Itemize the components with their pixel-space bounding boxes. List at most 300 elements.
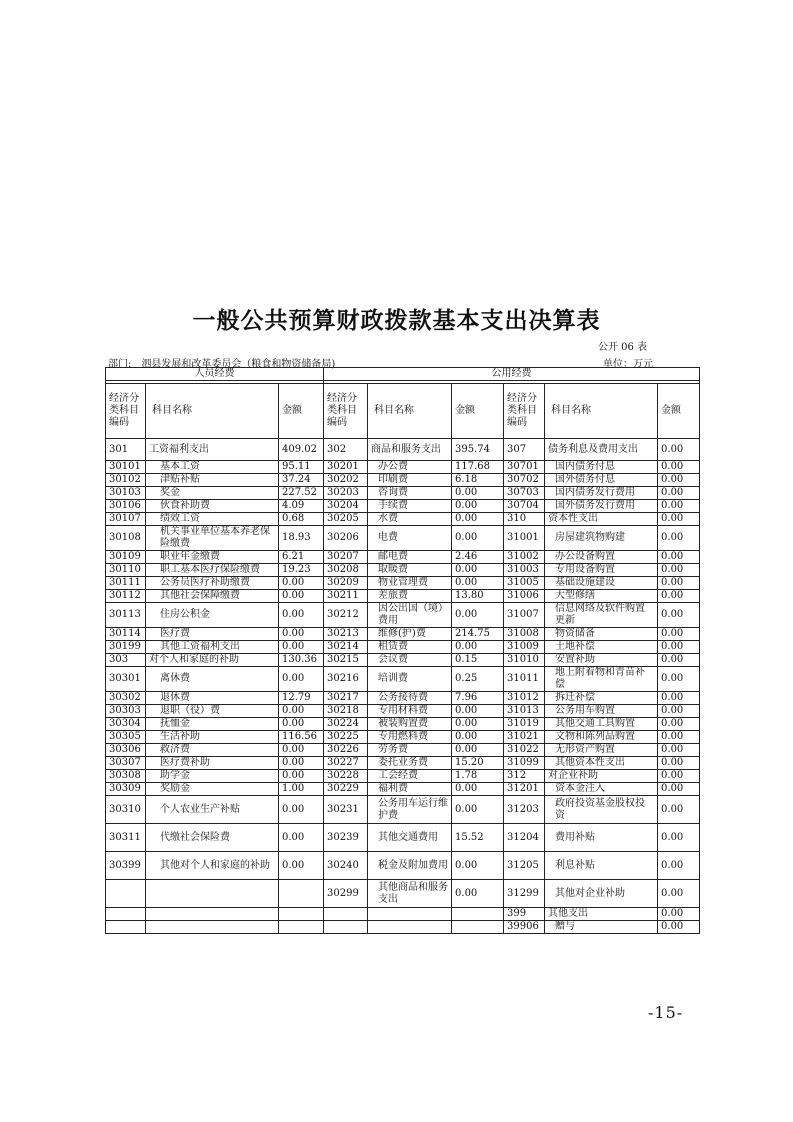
table-row: [106, 667, 700, 692]
item-name-cell: 其他支出: [545, 908, 658, 921]
code-cell: [106, 921, 146, 934]
table-row: [106, 880, 700, 908]
item-name-cell: 政府投资基金股权投资: [545, 796, 658, 824]
item-name-cell: 奖金: [146, 487, 279, 500]
amount-cell: 4.09: [279, 500, 324, 513]
column-header-row: [106, 384, 700, 439]
amount-cell: 1.00: [279, 783, 324, 796]
page-title: 一般公共预算财政拨款基本支出决算表: [192, 308, 601, 334]
amount-cell: 0.00: [452, 731, 504, 744]
code-cell: 31011: [504, 667, 545, 692]
code-cell: 31022: [504, 744, 545, 757]
code-cell: 30108: [106, 526, 146, 551]
item-name-cell: 对个人和家庭的补助: [146, 654, 279, 667]
amount-cell: 0.00: [279, 667, 324, 692]
amount-cell: 0.00: [658, 731, 700, 744]
item-name-cell: 对企业补助: [545, 770, 658, 783]
code-cell: 31005: [504, 577, 545, 590]
amount-cell: 0.00: [279, 603, 324, 628]
item-name-cell: 公务用车运行维护费: [368, 796, 452, 824]
amount-cell: 0.00: [658, 783, 700, 796]
amount-cell: 6.18: [452, 474, 504, 487]
table-row: [106, 654, 700, 667]
code-cell: 31007: [504, 603, 545, 628]
amount-cell: 409.02: [279, 439, 324, 461]
item-name-cell: 土地补偿: [545, 641, 658, 654]
code-header: 经济分类科目编码: [504, 384, 545, 439]
item-name-cell: [368, 908, 452, 921]
item-name-cell: 邮电费: [368, 551, 452, 564]
code-cell: 30239: [324, 824, 368, 852]
public-group-header: 公用经费: [324, 368, 700, 381]
code-cell: 30216: [324, 667, 368, 692]
code-cell: 31013: [504, 705, 545, 718]
item-name-cell: 国外债务发行费用: [545, 500, 658, 513]
amount-cell: [279, 880, 324, 908]
amount-cell: 0.00: [658, 439, 700, 461]
table-row: [106, 705, 700, 718]
table-row: [106, 731, 700, 744]
amount-cell: 0.00: [279, 757, 324, 770]
item-name-cell: 奖励金: [146, 783, 279, 796]
item-name-cell: 物业管理费: [368, 577, 452, 590]
table-row: [106, 921, 700, 934]
code-cell: 30199: [106, 641, 146, 654]
code-cell: 30703: [504, 487, 545, 500]
item-name-cell: 公务接待费: [368, 692, 452, 705]
code-cell: 30213: [324, 628, 368, 641]
item-name-cell: 赠与: [545, 921, 658, 934]
code-cell: 30205: [324, 513, 368, 526]
amount-cell: 2.46: [452, 551, 504, 564]
item-name-cell: 国内债务付息: [545, 461, 658, 474]
table-row: [106, 824, 700, 852]
item-name-cell: 津贴补贴: [146, 474, 279, 487]
amount-cell: 0.00: [658, 628, 700, 641]
amount-cell: 0.00: [658, 796, 700, 824]
expenditure-table: [105, 367, 700, 934]
item-name-cell: 其他资本性支出: [545, 757, 658, 770]
code-cell: 30701: [504, 461, 545, 474]
amount-cell: 0.00: [658, 921, 700, 934]
code-cell: 399: [504, 908, 545, 921]
item-name-cell: 助学金: [146, 770, 279, 783]
item-name-cell: 专用设备购置: [545, 564, 658, 577]
amount-cell: 0.00: [279, 852, 324, 880]
item-name-cell: 退休费: [146, 692, 279, 705]
item-name-cell: 安置补助: [545, 654, 658, 667]
table-row: [106, 513, 700, 526]
name-header: 科目名称: [146, 384, 279, 439]
code-cell: 310: [504, 513, 545, 526]
code-cell: 30102: [106, 474, 146, 487]
amount-cell: 0.00: [658, 564, 700, 577]
table-row: [106, 744, 700, 757]
table-row: [106, 487, 700, 500]
item-name-cell: 代缴社会保险费: [146, 824, 279, 852]
unit-label: 单位：万元: [603, 359, 653, 370]
group-header-row: [106, 368, 700, 381]
item-name-cell: 被装购置费: [368, 718, 452, 731]
amount-cell: 0.00: [452, 577, 504, 590]
table-row: [106, 783, 700, 796]
table-row: [106, 500, 700, 513]
code-header: 经济分类科目编码: [106, 384, 146, 439]
code-cell: 30309: [106, 783, 146, 796]
amount-cell: 0.00: [658, 603, 700, 628]
code-cell: 30103: [106, 487, 146, 500]
code-cell: 30107: [106, 513, 146, 526]
item-name-cell: 租赁费: [368, 641, 452, 654]
amount-cell: 0.00: [658, 908, 700, 921]
item-name-cell: 住房公积金: [146, 603, 279, 628]
item-name-cell: 劳务费: [368, 744, 452, 757]
code-cell: 30215: [324, 654, 368, 667]
code-cell: 31201: [504, 783, 545, 796]
item-name-cell: 培训费: [368, 667, 452, 692]
code-cell: 30299: [324, 880, 368, 908]
item-name-cell: 费用补贴: [545, 824, 658, 852]
amount-cell: 0.00: [658, 461, 700, 474]
code-cell: 30224: [324, 718, 368, 731]
code-cell: 30310: [106, 796, 146, 824]
item-name-cell: 利息补贴: [545, 852, 658, 880]
code-cell: 31006: [504, 590, 545, 603]
code-cell: 30206: [324, 526, 368, 551]
amount-cell: 0.00: [658, 824, 700, 852]
amount-cell: [452, 908, 504, 921]
item-name-cell: 水费: [368, 513, 452, 526]
amount-cell: 12.79: [279, 692, 324, 705]
code-cell: 30307: [106, 757, 146, 770]
item-name-cell: 大型修缮: [545, 590, 658, 603]
item-name-cell: 因公出国（境）费用: [368, 603, 452, 628]
code-cell: 30304: [106, 718, 146, 731]
code-cell: 31203: [504, 796, 545, 824]
amount-cell: 0.25: [452, 667, 504, 692]
code-cell: [106, 908, 146, 921]
code-cell: [324, 908, 368, 921]
amount-cell: 0.00: [279, 641, 324, 654]
amount-cell: 18.93: [279, 526, 324, 551]
amount-header: 金额: [452, 384, 504, 439]
code-cell: 30704: [504, 500, 545, 513]
amount-cell: 0.00: [658, 590, 700, 603]
item-name-cell: 债务利息及费用支出: [545, 439, 658, 461]
amount-cell: 0.00: [452, 718, 504, 731]
item-name-cell: 职工基本医疗保险缴费: [146, 564, 279, 577]
item-name-cell: 其他对企业补助: [545, 880, 658, 908]
item-name-cell: 其他交通费用: [368, 824, 452, 852]
amount-cell: 130.36: [279, 654, 324, 667]
item-name-cell: [146, 908, 279, 921]
code-cell: 30202: [324, 474, 368, 487]
item-name-cell: 税金及附加费用: [368, 852, 452, 880]
item-name-cell: 无形资产购置: [545, 744, 658, 757]
item-name-cell: 专用燃料费: [368, 731, 452, 744]
item-name-cell: 文物和陈列品购置: [545, 731, 658, 744]
item-name-cell: 电费: [368, 526, 452, 551]
amount-cell: 0.00: [452, 783, 504, 796]
code-cell: 30225: [324, 731, 368, 744]
amount-cell: 0.00: [279, 628, 324, 641]
amount-header: 金额: [279, 384, 324, 439]
item-name-cell: 退职（役）费: [146, 705, 279, 718]
code-cell: 30308: [106, 770, 146, 783]
amount-cell: 7.96: [452, 692, 504, 705]
amount-cell: 37.24: [279, 474, 324, 487]
amount-cell: 0.00: [279, 796, 324, 824]
amount-cell: 214.75: [452, 628, 504, 641]
amount-cell: 0.00: [452, 880, 504, 908]
table-row: [106, 461, 700, 474]
amount-cell: 227.52: [279, 487, 324, 500]
code-cell: 30306: [106, 744, 146, 757]
table-row: [106, 564, 700, 577]
amount-cell: 0.68: [279, 513, 324, 526]
code-cell: 30212: [324, 603, 368, 628]
table-row: [106, 474, 700, 487]
amount-cell: 0.00: [452, 487, 504, 500]
item-name-cell: 委托业务费: [368, 757, 452, 770]
code-cell: 30112: [106, 590, 146, 603]
item-name-cell: 工资福利支出: [146, 439, 279, 461]
code-cell: 39906: [504, 921, 545, 934]
amount-cell: 0.00: [658, 718, 700, 731]
amount-cell: 0.00: [658, 757, 700, 770]
item-name-cell: 信息网络及软件购置更新: [545, 603, 658, 628]
amount-cell: 0.00: [279, 770, 324, 783]
amount-cell: 0.00: [279, 590, 324, 603]
code-cell: 30226: [324, 744, 368, 757]
code-cell: 30301: [106, 667, 146, 692]
code-cell: 30109: [106, 551, 146, 564]
amount-cell: 95.11: [279, 461, 324, 474]
item-name-cell: 绩效工资: [146, 513, 279, 526]
code-cell: 31012: [504, 692, 545, 705]
code-cell: 30240: [324, 852, 368, 880]
item-name-cell: 抚恤金: [146, 718, 279, 731]
item-name-cell: 其他商品和服务支出: [368, 880, 452, 908]
code-cell: 30209: [324, 577, 368, 590]
amount-cell: 0.00: [452, 705, 504, 718]
item-name-cell: 印刷费: [368, 474, 452, 487]
item-name-cell: 会议费: [368, 654, 452, 667]
table-row: [106, 628, 700, 641]
code-cell: 31002: [504, 551, 545, 564]
item-name-cell: 办公费: [368, 461, 452, 474]
code-cell: 31019: [504, 718, 545, 731]
amount-cell: 0.00: [279, 705, 324, 718]
item-name-cell: 资本性支出: [545, 513, 658, 526]
amount-cell: 0.00: [658, 500, 700, 513]
item-name-cell: 基础设施建设: [545, 577, 658, 590]
code-cell: [106, 880, 146, 908]
amount-cell: 0.00: [452, 500, 504, 513]
item-name-cell: 公务用车购置: [545, 705, 658, 718]
item-name-cell: 商品和服务支出: [368, 439, 452, 461]
item-name-cell: 差旅费: [368, 590, 452, 603]
amount-cell: 0.00: [658, 551, 700, 564]
amount-cell: 0.00: [452, 744, 504, 757]
amount-cell: 0.00: [658, 526, 700, 551]
item-name-cell: [146, 921, 279, 934]
item-name-cell: 国外债务付息: [545, 474, 658, 487]
amount-cell: 0.00: [658, 513, 700, 526]
code-cell: 30211: [324, 590, 368, 603]
code-cell: 30106: [106, 500, 146, 513]
table-row: [106, 692, 700, 705]
code-cell: 30228: [324, 770, 368, 783]
item-name-cell: 公务员医疗补助缴费: [146, 577, 279, 590]
amount-header: 金额: [658, 384, 700, 439]
code-cell: 30217: [324, 692, 368, 705]
amount-cell: 0.00: [658, 474, 700, 487]
amount-cell: 0.00: [658, 744, 700, 757]
code-cell: 302: [324, 439, 368, 461]
amount-cell: 0.00: [658, 770, 700, 783]
amount-cell: 0.00: [658, 487, 700, 500]
code-cell: 31021: [504, 731, 545, 744]
item-name-cell: 手续费: [368, 500, 452, 513]
amount-cell: 395.74: [452, 439, 504, 461]
code-cell: 30113: [106, 603, 146, 628]
item-name-cell: 咨询费: [368, 487, 452, 500]
item-name-cell: 福利费: [368, 783, 452, 796]
amount-cell: 1.78: [452, 770, 504, 783]
name-header: 科目名称: [545, 384, 658, 439]
code-cell: 30218: [324, 705, 368, 718]
table-row: [106, 603, 700, 628]
code-cell: 31010: [504, 654, 545, 667]
amount-cell: 0.00: [658, 880, 700, 908]
item-name-cell: 房屋建筑物购建: [545, 526, 658, 551]
amount-cell: 0.00: [452, 796, 504, 824]
code-cell: 30702: [504, 474, 545, 487]
item-name-cell: 其他工资福利支出: [146, 641, 279, 654]
amount-cell: [279, 921, 324, 934]
item-name-cell: 救济费: [146, 744, 279, 757]
item-name-cell: 国内债务发行费用: [545, 487, 658, 500]
code-cell: [324, 921, 368, 934]
code-cell: 312: [504, 770, 545, 783]
table-row: [106, 439, 700, 461]
amount-cell: 0.00: [279, 744, 324, 757]
department-name: 泗县发展和改革委员会（粮食和物资储备局): [141, 359, 336, 370]
table-row: [106, 757, 700, 770]
amount-cell: [452, 921, 504, 934]
code-cell: 30305: [106, 731, 146, 744]
code-cell: 30201: [324, 461, 368, 474]
item-name-cell: 职业年金缴费: [146, 551, 279, 564]
amount-cell: 0.00: [658, 705, 700, 718]
table-row: [106, 770, 700, 783]
code-cell: 30227: [324, 757, 368, 770]
personnel-group-header: 人员经费: [106, 368, 324, 381]
amount-cell: 19.23: [279, 564, 324, 577]
amount-cell: 0.00: [658, 654, 700, 667]
amount-cell: 0.00: [658, 852, 700, 880]
code-cell: 31204: [504, 824, 545, 852]
amount-cell: 15.20: [452, 757, 504, 770]
code-cell: 31008: [504, 628, 545, 641]
code-cell: 30204: [324, 500, 368, 513]
item-name-cell: 伙食补助费: [146, 500, 279, 513]
item-name-cell: 医疗费补助: [146, 757, 279, 770]
item-name-cell: 机关事业单位基本养老保险缴费: [146, 526, 279, 551]
item-name-cell: 离休费: [146, 667, 279, 692]
amount-cell: 0.00: [279, 824, 324, 852]
amount-cell: 0.00: [658, 577, 700, 590]
amount-cell: 0.00: [658, 641, 700, 654]
amount-cell: 116.56: [279, 731, 324, 744]
code-cell: 31001: [504, 526, 545, 551]
name-header: 科目名称: [368, 384, 452, 439]
item-name-cell: 工会经费: [368, 770, 452, 783]
table-row: [106, 577, 700, 590]
code-cell: 30114: [106, 628, 146, 641]
amount-cell: 0.00: [452, 526, 504, 551]
code-cell: 30214: [324, 641, 368, 654]
code-cell: 30111: [106, 577, 146, 590]
code-cell: 30101: [106, 461, 146, 474]
code-cell: 31299: [504, 880, 545, 908]
table-row: [106, 718, 700, 731]
item-name-cell: 医疗费: [146, 628, 279, 641]
table-row: [106, 526, 700, 551]
item-name-cell: 生活补助: [146, 731, 279, 744]
page-number: -15-: [648, 1003, 684, 1022]
code-cell: 30207: [324, 551, 368, 564]
item-name-cell: 其他交通工具购置: [545, 718, 658, 731]
table-row: [106, 852, 700, 880]
item-name-cell: 办公设备购置: [545, 551, 658, 564]
item-name-cell: 其他社会保障缴费: [146, 590, 279, 603]
table-row: [106, 908, 700, 921]
code-cell: 301: [106, 439, 146, 461]
item-name-cell: 个人农业生产补贴: [146, 796, 279, 824]
code-cell: 31099: [504, 757, 545, 770]
item-name-cell: 取暖费: [368, 564, 452, 577]
code-cell: 30208: [324, 564, 368, 577]
code-cell: 307: [504, 439, 545, 461]
item-name-cell: [146, 880, 279, 908]
table-row: [106, 590, 700, 603]
amount-cell: 0.00: [452, 603, 504, 628]
item-name-cell: 专用材料费: [368, 705, 452, 718]
code-cell: 30303: [106, 705, 146, 718]
amount-cell: 0.00: [452, 641, 504, 654]
table-row: [106, 641, 700, 654]
amount-cell: [279, 908, 324, 921]
table-row: [106, 796, 700, 824]
code-header: 经济分类科目编码: [324, 384, 368, 439]
code-cell: 31003: [504, 564, 545, 577]
amount-cell: 0.00: [279, 718, 324, 731]
department-label: 部门:: [108, 359, 132, 370]
amount-cell: 0.15: [452, 654, 504, 667]
item-name-cell: 拆迁补偿: [545, 692, 658, 705]
form-number: 公开 06 表: [598, 342, 648, 353]
amount-cell: 0.00: [452, 852, 504, 880]
amount-cell: 15.52: [452, 824, 504, 852]
amount-cell: 0.00: [658, 692, 700, 705]
table-row: [106, 551, 700, 564]
code-cell: 31009: [504, 641, 545, 654]
item-name-cell: 其他对个人和家庭的补助: [146, 852, 279, 880]
amount-cell: 0.00: [452, 513, 504, 526]
code-cell: 30231: [324, 796, 368, 824]
